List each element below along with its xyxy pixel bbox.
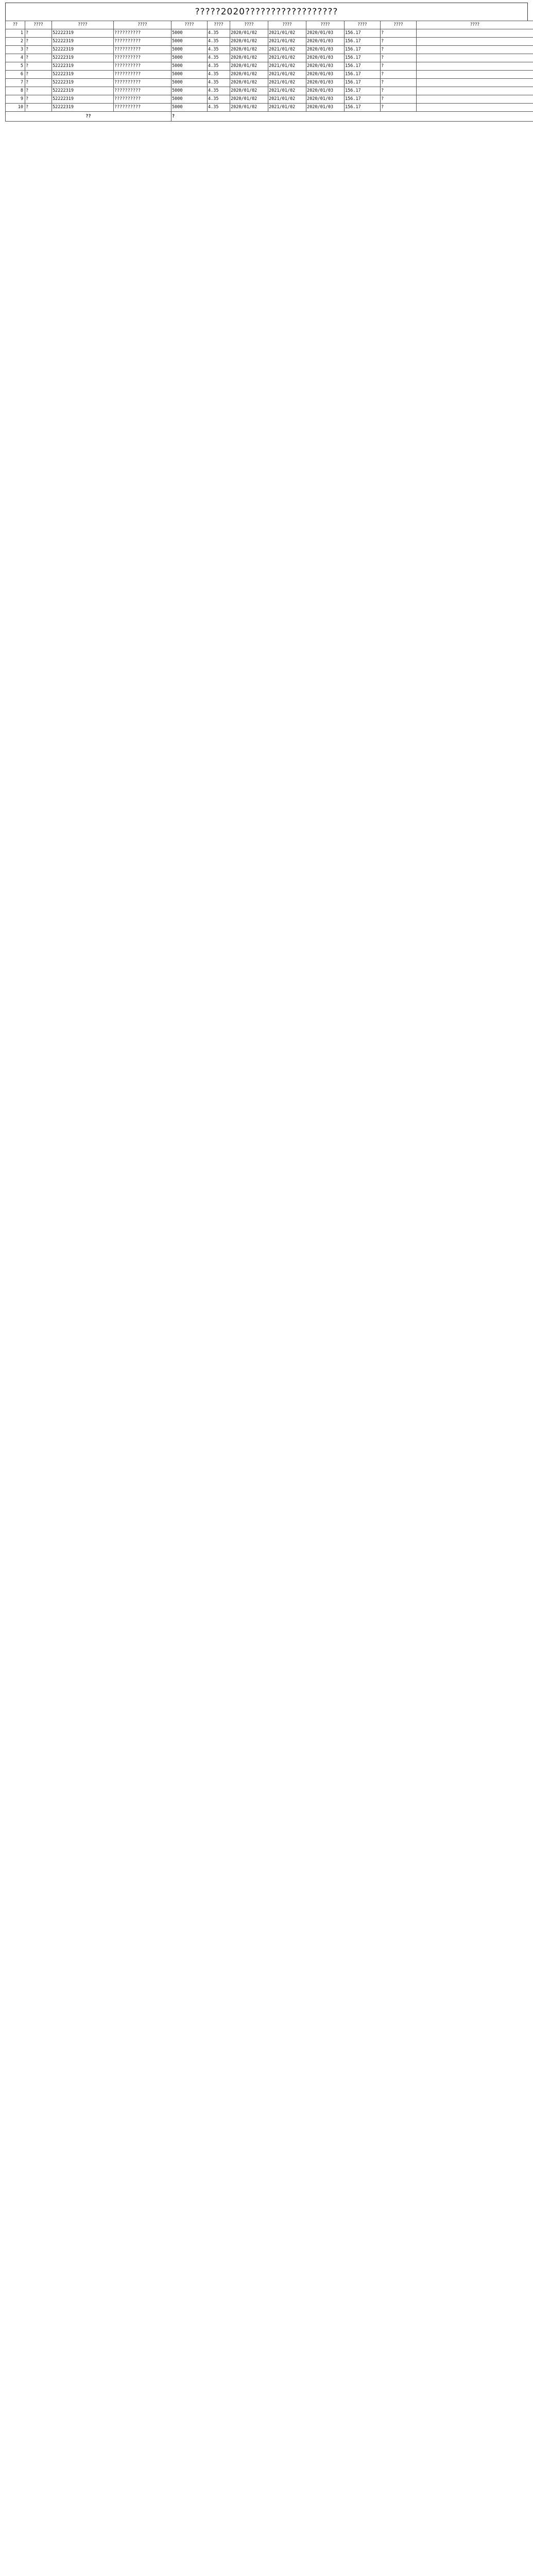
column-header: ???? xyxy=(230,21,268,29)
column-header: ???? xyxy=(345,21,381,29)
table-row xyxy=(6,54,533,62)
table-cell: ?????????? xyxy=(114,71,171,79)
table-cell: ? xyxy=(381,38,417,46)
table-cell: ?????????? xyxy=(114,62,171,71)
table-cell: ? xyxy=(381,46,417,54)
table-cell: 2021/01/02 xyxy=(268,29,306,38)
table-cell: 2020/01/02 xyxy=(230,104,268,112)
table-cell: 4.35 xyxy=(208,29,230,38)
table-cell xyxy=(417,54,533,62)
table-cell: 2020/01/03 xyxy=(306,79,345,87)
sheet-title: ?????2020?????????????????? xyxy=(5,3,528,21)
table-cell xyxy=(417,79,533,87)
table-cell: ? xyxy=(381,79,417,87)
table-cell: 2020/01/03 xyxy=(306,38,345,46)
table-cell: 52222319 xyxy=(52,71,114,79)
table-cell: ?????????? xyxy=(114,87,171,95)
column-header: ?? xyxy=(6,21,25,29)
table-cell: ? xyxy=(25,95,52,104)
table-cell: ? xyxy=(25,87,52,95)
table-cell: 5000 xyxy=(171,62,208,71)
table-cell: 7 xyxy=(6,79,25,87)
table-row xyxy=(6,95,533,104)
table-cell: 4.35 xyxy=(208,38,230,46)
table-cell: 2021/01/02 xyxy=(268,87,306,95)
table-row xyxy=(6,79,533,87)
table-cell: 2020/01/02 xyxy=(230,71,268,79)
table-cell: ? xyxy=(25,46,52,54)
column-header: ???? xyxy=(306,21,345,29)
table-cell: 156.17 xyxy=(345,38,381,46)
table-cell: 52222319 xyxy=(52,29,114,38)
column-header: ???? xyxy=(171,21,208,29)
table-cell: 4.35 xyxy=(208,95,230,104)
table-cell: 2020/01/02 xyxy=(230,38,268,46)
table-cell: 5000 xyxy=(171,79,208,87)
table-cell: ?????????? xyxy=(114,38,171,46)
table-cell: ?????????? xyxy=(114,79,171,87)
table-cell: ? xyxy=(25,54,52,62)
total-label: ?? xyxy=(6,112,171,122)
table-cell: 2021/01/02 xyxy=(268,54,306,62)
data-table xyxy=(5,21,533,122)
table-cell: 2020/01/03 xyxy=(306,62,345,71)
column-header: ???? xyxy=(381,21,417,29)
table-cell: ? xyxy=(25,104,52,112)
table-cell: 52222319 xyxy=(52,79,114,87)
table-cell: 2020/01/03 xyxy=(306,54,345,62)
table-cell xyxy=(417,71,533,79)
table-cell: ? xyxy=(381,62,417,71)
table-cell: 2020/01/02 xyxy=(230,79,268,87)
table-cell: 156.17 xyxy=(345,79,381,87)
table-cell: 2021/01/02 xyxy=(268,46,306,54)
table-cell: 5 xyxy=(6,62,25,71)
table-cell xyxy=(417,95,533,104)
table-cell: 5000 xyxy=(171,46,208,54)
table-cell: ? xyxy=(25,29,52,38)
table-cell: 52222319 xyxy=(52,38,114,46)
table-cell: ? xyxy=(381,71,417,79)
table-cell: ? xyxy=(25,79,52,87)
table-row xyxy=(6,29,533,38)
table-cell: 2020/01/03 xyxy=(306,46,345,54)
table-cell: 52222319 xyxy=(52,95,114,104)
table-cell: 52222319 xyxy=(52,54,114,62)
table-row xyxy=(6,62,533,71)
table-cell: 52222319 xyxy=(52,46,114,54)
table-cell: 2021/01/02 xyxy=(268,71,306,79)
table-cell: 156.17 xyxy=(345,104,381,112)
table-cell: 10 xyxy=(6,104,25,112)
table-cell: 2020/01/02 xyxy=(230,62,268,71)
table-cell: 2020/01/03 xyxy=(306,104,345,112)
table-cell: ?????????? xyxy=(114,46,171,54)
table-row xyxy=(6,87,533,95)
table-cell: 1 xyxy=(6,29,25,38)
table-cell xyxy=(417,104,533,112)
table-cell: 4.35 xyxy=(208,79,230,87)
table-cell xyxy=(417,62,533,71)
column-header: ???? xyxy=(52,21,114,29)
table-cell: ?????????? xyxy=(114,54,171,62)
column-header: ???? xyxy=(208,21,230,29)
table-row xyxy=(6,38,533,46)
table-cell: 5000 xyxy=(171,29,208,38)
table-cell: ?????????? xyxy=(114,29,171,38)
table-cell: 2021/01/02 xyxy=(268,62,306,71)
table-cell: ? xyxy=(25,71,52,79)
table-cell: ? xyxy=(381,95,417,104)
table-cell: 8 xyxy=(6,87,25,95)
table-cell: 5000 xyxy=(171,87,208,95)
table-cell: 4.35 xyxy=(208,54,230,62)
table-cell: 2021/01/02 xyxy=(268,95,306,104)
table-cell: 156.17 xyxy=(345,71,381,79)
table-cell: 4.35 xyxy=(208,62,230,71)
table-cell: 2020/01/03 xyxy=(306,87,345,95)
table-cell: 4.35 xyxy=(208,104,230,112)
table-cell: ?????????? xyxy=(114,104,171,112)
table-cell: 2021/01/02 xyxy=(268,79,306,87)
table-cell: 4.35 xyxy=(208,46,230,54)
table-cell: 5000 xyxy=(171,54,208,62)
table-cell: 4.35 xyxy=(208,71,230,79)
table-cell: 52222319 xyxy=(52,87,114,95)
table-row xyxy=(6,46,533,54)
header-row xyxy=(6,21,533,29)
table-cell: 5000 xyxy=(171,95,208,104)
table-cell: ? xyxy=(381,29,417,38)
table-cell xyxy=(417,46,533,54)
table-cell: ?????????? xyxy=(114,95,171,104)
table-cell: 3 xyxy=(6,46,25,54)
table-cell: 2020/01/02 xyxy=(230,29,268,38)
table-cell: 2021/01/02 xyxy=(268,104,306,112)
total-row xyxy=(6,112,533,122)
table-cell: 156.17 xyxy=(345,87,381,95)
table-cell xyxy=(417,29,533,38)
table-cell: 2021/01/02 xyxy=(268,38,306,46)
table-cell: ? xyxy=(25,38,52,46)
table-cell: 5000 xyxy=(171,71,208,79)
table-cell: 9 xyxy=(6,95,25,104)
table-cell: 5000 xyxy=(171,104,208,112)
table-cell: 156.17 xyxy=(345,62,381,71)
table-cell: 156.17 xyxy=(345,54,381,62)
table-cell: 2020/01/02 xyxy=(230,87,268,95)
table-cell xyxy=(417,38,533,46)
table-cell: 2020/01/02 xyxy=(230,54,268,62)
table-cell xyxy=(417,87,533,95)
table-body xyxy=(6,29,533,122)
column-header: ???? xyxy=(268,21,306,29)
table-cell: ? xyxy=(381,87,417,95)
table-cell: 156.17 xyxy=(345,46,381,54)
table-cell: 2020/01/02 xyxy=(230,95,268,104)
table-cell: ? xyxy=(381,104,417,112)
table-cell: 4.35 xyxy=(208,87,230,95)
table-cell: 52222319 xyxy=(52,62,114,71)
table-cell: 5000 xyxy=(171,38,208,46)
table-cell: 4 xyxy=(6,54,25,62)
table-cell: 2 xyxy=(6,38,25,46)
table-cell: 156.17 xyxy=(345,29,381,38)
table-cell: 2020/01/02 xyxy=(230,46,268,54)
column-header: ???? xyxy=(417,21,533,29)
table-cell: 156.17 xyxy=(345,95,381,104)
table-cell: 2020/01/03 xyxy=(306,29,345,38)
total-amount: ? xyxy=(171,112,533,122)
table-cell: 52222319 xyxy=(52,104,114,112)
column-header: ???? xyxy=(114,21,171,29)
table-cell: ? xyxy=(381,54,417,62)
table-row xyxy=(6,71,533,79)
table-cell: 6 xyxy=(6,71,25,79)
spreadsheet xyxy=(5,3,528,122)
table-cell: 2020/01/03 xyxy=(306,71,345,79)
table-row xyxy=(6,104,533,112)
column-header: ???? xyxy=(25,21,52,29)
table-cell: ? xyxy=(25,62,52,71)
table-cell: 2020/01/03 xyxy=(306,95,345,104)
